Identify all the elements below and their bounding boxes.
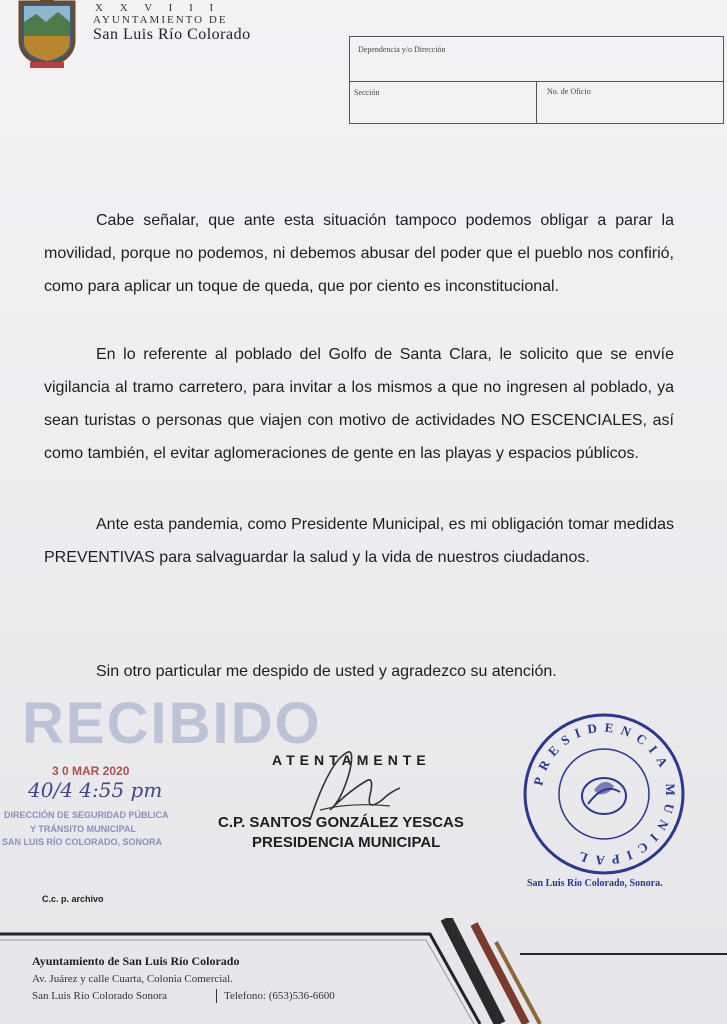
footer-phone: Telefono: (653)536-6600 <box>224 990 335 1002</box>
received-stamp-line3: SAN LUIS RÍO COLORADO, SONORA <box>2 837 163 847</box>
atentamente-label: ATENTAMENTE <box>272 752 431 768</box>
received-stamp-line2: Y TRÁNSITO MUNICIPAL <box>30 824 137 834</box>
footer-address2: San Luis Río Colorado Sonora <box>32 990 168 1002</box>
paragraph-1: Cabe señalar, que ante esta situación tampoco podemos obligar a parar la movilidad, porque no podemos, ni debemos abusar del poder que el pueblo nos confirió, como para aplicar un toque de queda, que por ciento es inconstitucional. <box>44 212 674 295</box>
footer-address1: Av. Juárez y calle Cuarta, Colonia Comercial. <box>32 973 233 985</box>
received-stamp-line1: DIRECCIÓN DE SEGURIDAD PÚBLICA <box>4 810 169 820</box>
footer-org: Ayuntamiento de San Luis Río Colorado <box>32 954 240 968</box>
footer-separator <box>216 989 217 1003</box>
oficio-label: No. de Oficio <box>547 87 591 96</box>
seal-city-label: San Luis Río Colorado, Sonora. <box>527 878 663 889</box>
dependencia-label: Dependencia y/o Dirección <box>358 45 446 54</box>
cc-archivo: C.c. p. archivo <box>42 894 104 904</box>
form-reference-box <box>349 36 724 124</box>
seal-ring-text: PRESIDENCIA MUNICIPAL <box>530 719 679 869</box>
ayuntamiento-label: AYUNTAMIENTO DE <box>93 14 228 26</box>
signer-position: PRESIDENCIA MUNICIPAL <box>252 834 441 851</box>
presidency-seal <box>522 712 686 876</box>
svg-text:PRESIDENCIA MUNICIPAL <box>530 720 678 869</box>
received-stamp-word: RECIBIDO <box>22 691 322 756</box>
box-divider <box>536 81 537 123</box>
paragraph-2: En lo referente al poblado del Golfo de Santa Clara, le solicito que se envíe vigilancia al tramo carretero, para invitar a los mismos a que no ingresen al poblado, ya sean turistas o personas que viajen con motivo de actividades NO ESCENCIALES, así como también, el evitar aglomeraciones de gente en las playas y espacios públicos. <box>44 346 674 462</box>
signer-name: C.P. SANTOS GONZÁLEZ YESCAS <box>218 814 464 831</box>
closing-line: Sin otro particular me despido de usted y agradezco su atención. <box>96 663 557 680</box>
received-stamp-handwriting: 40/4 4:55 pm <box>28 778 163 802</box>
city-title: San Luis Río Colorado <box>93 26 251 43</box>
received-stamp-date: 3 0 MAR 2020 <box>52 764 130 778</box>
seccion-label: Sección <box>354 88 380 97</box>
paragraph-3: Ante esta pandemia, como Presidente Municipal, es mi obligación tomar medidas PREVENTIVAS para salvaguardar la salud y la vida de nuestros ciudadanos. <box>44 516 674 566</box>
dependencia-row <box>350 37 723 82</box>
received-stamp <box>0 690 322 860</box>
municipal-crest-logo <box>16 0 78 68</box>
legislature-number: X X V I I I <box>95 2 221 14</box>
footer-decoration <box>0 918 727 1024</box>
